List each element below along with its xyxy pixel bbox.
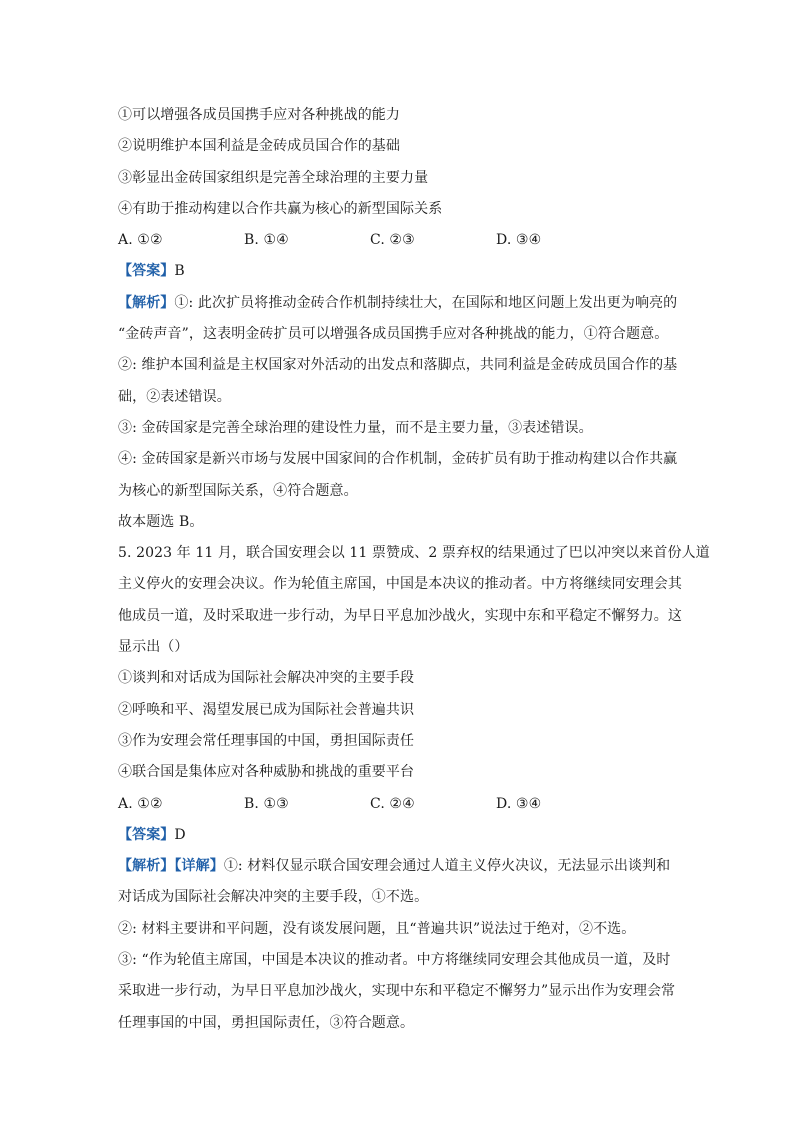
q4-answer [118,256,688,287]
q4-option-b: B. ①④ [244,232,289,249]
q4-analysis-line-1 [118,288,688,319]
q5-stem-line-1: 5. 2023 年 11 月，联合国安理会以 11 票赞成、2 票弃权的结果通过了巴以冲突以来首份人道 [118,545,710,562]
q5-item-1: ①谈判和对话成为国际社会解决冲突的主要手段 [118,670,415,687]
q4-option-a: A. ①② [118,232,163,249]
detail-tag: 【详解】 [174,858,224,875]
analysis-text: ①: 材料仅显示联合国安理会通过人道主义停火决议，无法显示出谈判和 [223,858,671,875]
q5-analysis-line-4: ③: “作为轮值主席国，中国是本决议的推动者。中方将继续同安理会其他成员一道，及时 [118,952,671,969]
q4-item-3: ③彰显出金砖国家组织是完善全球治理的主要力量 [118,169,429,186]
document-page [118,100,710,1039]
q5-analysis-line-3: ②: 材料主要讲和平问题，没有谈发展问题，且“普遍共识”说法过于绝对，②不选。 [118,920,636,937]
q5-option-c: C. ②④ [370,795,415,812]
q4-analysis-line-5: ③: 金砖国家是完善全球治理的建设性力量，而不是主要力量，③表述错误。 [118,419,593,436]
q4-option-d: D. ③④ [496,232,542,249]
q4-analysis-line-2: “金砖声音”，这表明金砖扩员可以增强各成员国携手应对各种挑战的能力，①符合题意。 [118,326,669,343]
q4-item-2: ②说明维护本国利益是金砖成员国合作的基础 [118,138,400,155]
q5-stem-line-2: 主义停火的安理会决议。作为轮值主席国，中国是本决议的推动者。中方将继续同安理会其 [118,576,682,593]
q4-option-c: C. ②③ [370,232,415,249]
q4-analysis-line-4: 础，②表述错误。 [118,388,231,405]
q5-item-2: ②呼唤和平、渴望发展已成为国际社会普遍共识 [118,701,415,718]
q4-item-4: ④有助于推动构建以合作共赢为核心的新型国际关系 [118,200,443,217]
analysis-tag: 【解析】 [118,294,175,311]
q5-analysis-line-1 [118,851,688,882]
q4-analysis-line-7: 为核心的新型国际关系，④符合题意。 [118,482,358,499]
q5-item-4: ④联合国是集体应对各种威胁和挑战的重要平台 [118,764,415,781]
q4-conclusion: 故本题选 B。 [118,513,204,530]
q4-analysis-line-6: ④: 金砖国家是新兴市场与发展中国家间的合作机制，金砖扩员有助于推动构建以合作共赢 [118,451,678,468]
q4-options [118,225,688,256]
q5-analysis-line-6: 任理事国的中国，勇担国际责任，③符合题意。 [118,1014,415,1031]
q5-option-b: B. ①③ [244,795,289,812]
q5-answer-value: D [174,826,186,843]
q4-analysis-line-3: ②: 维护本国利益是主权国家对外活动的出发点和落脚点，共同利益是金砖成员国合作的基 [118,357,678,374]
analysis-tag: 【解析】 [118,858,175,875]
q5-options [118,789,688,820]
q5-option-d: D. ③④ [496,795,542,812]
q5-option-a: A. ①② [118,795,163,812]
q5-analysis-line-5: 采取进一步行动，为早日平息加沙战火，实现中东和平稳定不懈努力”显示出作为安理会常 [118,983,676,1000]
q5-item-3: ③作为安理会常任理事国的中国，勇担国际责任 [118,732,415,749]
q5-answer [118,820,688,851]
analysis-text: ①: 此次扩员将推动金砖合作机制持续壮大，在国际和地区问题上发出更为响亮的 [174,294,678,311]
q5-stem-line-4: 显示出（） [118,639,189,656]
q4-item-1: ①可以增强各成员国携手应对各种挑战的能力 [118,107,400,123]
answer-tag: 【答案】 [118,263,175,280]
q5-stem-line-3: 他成员一道，及时采取进一步行动，为早日平息加沙战火，实现中东和平稳定不懈努力。这 [118,607,682,624]
answer-tag: 【答案】 [118,826,175,843]
q4-answer-value: B [174,263,185,280]
q5-analysis-line-2: 对话成为国际社会解决冲突的主要手段，①不选。 [118,889,429,906]
